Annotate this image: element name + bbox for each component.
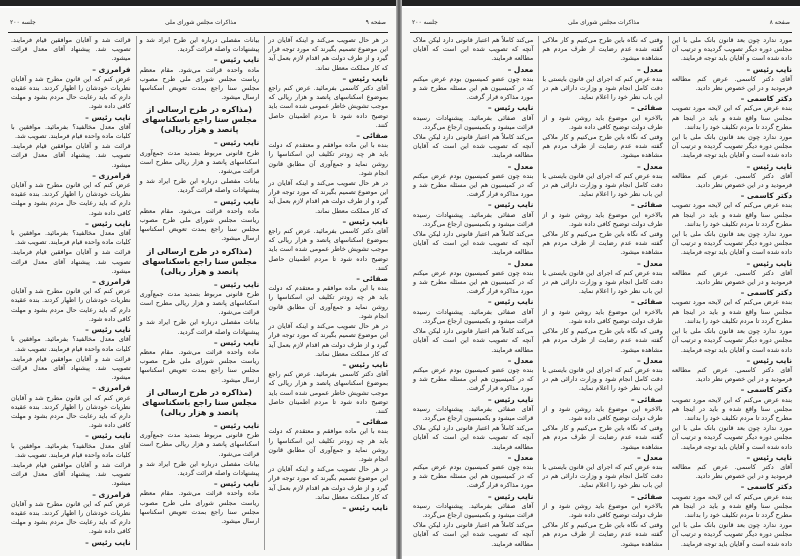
paragraph: آقای صفائی بفرمائید. پیشنهادات رسیده قرائت میشود و بکمیسیون ارجاع می‌گردد. xyxy=(413,113,534,131)
speaker-label: نایب رئیس – xyxy=(746,452,792,462)
section-heading: (مذاکره در طرح ارسالی از مجلس سنا راجع باسکناسهای پانصد و هزار ریالی) xyxy=(142,246,257,276)
paragraph: وقتی که نگاه باین طرح می‌کنیم و کار ملاکی گفته شده عدم رضایت از طرف مردم هم مشاهده میشود. xyxy=(542,36,663,63)
speaker-label: نایب رئیس – xyxy=(85,431,131,441)
paragraph: بنده چون عضو کمیسیون بودم عرض میکنم که در کمیسیون هم این مسئله مطرح شد و مورد مذاکره قرار گرفت. xyxy=(413,365,534,393)
paragraph: بنده عرض می‌کنم که این لایحه مورد تصویب مجلس سنا واقع شده و باید در اینجا هم مطرح گردد تا مردم تکلیف خود را بدانند. xyxy=(671,104,792,131)
speaker-label: نایب رئیس – xyxy=(342,359,388,369)
paragraph: طرح قانونی مربوط بتمدید مدت جمع‌آوری اسکناسهای پانصد و هزار ریالی مطرح است قرائت می‌شود. xyxy=(139,289,260,317)
paragraph: قرائت شد و آقایان موافقین قیام فرمایند. تصویب شد. پیشنهاد آقای معدل قرائت میشود. xyxy=(10,248,131,275)
paragraph: بنده عرض می‌کنم که این لایحه مورد تصویب مجلس سنا واقع شده و باید در اینجا هم مطرح گردد تا مردم تکلیف خود را بدانند. xyxy=(671,201,792,228)
text-column xyxy=(668,36,792,550)
speaker-label: نایب رئیس – xyxy=(342,216,388,226)
speaker-label: نایب رئیس – xyxy=(213,55,260,65)
paragraph: آقای دکتر کاسمی. عرض کنم مطالعه فرمودید و در این خصوص نظر دادید. xyxy=(671,74,792,93)
paragraph: وقتی که نگاه باین طرح می‌کنیم و کار ملاکی گفته شده عدم رضایت از طرف مردم هم مشاهده میشود. xyxy=(542,133,663,160)
paragraph: بیانات مفصلی درباره این طرح ایراد شد و پیشنهادات واصله قرائت گردید. xyxy=(139,36,260,54)
paragraph: می‌کند کاملاً هم اعتبار قانونی دارد لیکن ملاک آنچه که تصویب شده این است که آقایان مطالعه فرمایند. xyxy=(413,521,534,548)
speaker-label: نایب رئیس – xyxy=(487,297,534,307)
speaker-label: فرامرزی – xyxy=(92,489,131,499)
paragraph: وقتی که نگاه باین طرح می‌کنیم و کار ملاکی گفته شده عدم رضایت از طرف مردم هم مشاهده میشود. xyxy=(542,424,663,451)
page-left xyxy=(0,8,396,556)
paragraph: مورد ندارد چون بعد قانون بانک ملی با این مجلس دوره دیگر تصویب گردیده و ترتیب آن داده شده است و آقایان باید توجه فرمایند. xyxy=(671,327,792,354)
speaker-label: نایب رئیس – xyxy=(213,420,260,430)
paragraph: وقتی که نگاه باین طرح می‌کنیم و کار ملاکی گفته شده عدم رضایت از طرف مردم هم مشاهده میشود. xyxy=(542,521,663,548)
paragraph: آقای دکتر کاسمی. عرض کنم مطالعه فرمودید و در این خصوص نظر دادید. xyxy=(671,365,792,384)
paragraph: عرض کنم که این قانون مطرح شد و آقایان نظریات خودشان را اظهار کردند. بنده عقیده دارم که باید رعایت حال مردم بشود و مهلت کافی داده شود. xyxy=(10,181,131,217)
speaker-label: نایب رئیس – xyxy=(746,258,792,268)
speaker-label: دکتر کاسمی – xyxy=(740,288,792,298)
speaker-label: دکتر کاسمی – xyxy=(740,385,792,395)
paragraph: ماده واحده قرائت می‌شود. مقام معظم ریاست مجلس شورای ملی طرح مصوب مجلس سنا راجع بمدت تعویض اسکناسها ارسال میشود. xyxy=(139,65,260,102)
page-header xyxy=(412,16,790,28)
paragraph: آقای دکتر کاسمی. عرض کنم مطالعه فرمودید و در این خصوص نظر دادید. xyxy=(671,462,792,481)
paragraph: در هر حال تصویب می‌کند و اینکه آقایان در این موضوع تصمیم بگیرند که مورد توجه قرار گیرد و از طرف دولت هم اقدام لازم بعمل آید که کار مملکت معطل نماند. xyxy=(268,465,388,501)
speaker-label: معدل – xyxy=(507,355,534,365)
speaker-label: صفائی – xyxy=(630,200,663,210)
paragraph: می‌کند کاملاً هم اعتبار قانونی دارد لیکن ملاک آنچه که تصویب شده این است که آقایان مطالعه فرمایند. xyxy=(413,424,534,451)
paragraph: بنده چون عضو کمیسیون بودم عرض میکنم که در کمیسیون هم این مسئله مطرح شد و مورد مذاکره قرار گرفت. xyxy=(413,171,534,199)
paragraph: در هر حال تصویب می‌کند و اینکه آقایان در این موضوع تصمیم بگیرند که مورد توجه قرار گیرد و از طرف دولت هم اقدام لازم بعمل آید که کار مملکت معطل نماند. xyxy=(268,322,388,358)
paragraph: آقای معدل مخالفید؟ بفرمائید. موافقین با کلیات ماده واحده قیام فرمایند. تصویب شد. xyxy=(10,229,131,247)
paragraph: وقتی که نگاه باین طرح می‌کنیم و کار ملاکی گفته شده عدم رضایت از طرف مردم هم مشاهده میشود. xyxy=(542,327,663,354)
speaker-label: فرامرزی – xyxy=(92,170,131,180)
paragraph: بیانات مفصلی درباره این طرح ایراد شد و پیشنهادات واصله قرائت گردید. xyxy=(139,318,260,336)
speaker-label: نایب رئیس – xyxy=(85,112,131,122)
paragraph: مورد ندارد چون بعد قانون بانک ملی با این مجلس دوره دیگر تصویب گردیده و ترتیب آن داده شده است و آقایان باید توجه فرمایند. xyxy=(671,424,792,451)
text-column xyxy=(264,36,388,550)
speaker-label: معدل – xyxy=(507,161,534,171)
speaker-label: نایب رئیس – xyxy=(85,325,131,335)
paragraph: می‌کند کاملاً هم اعتبار قانونی دارد لیکن ملاک آنچه که تصویب شده این است که آقایان مطالعه فرمایند. xyxy=(413,36,534,63)
page-number: صفحه ۸ xyxy=(769,18,790,26)
speaker-label: صفائی – xyxy=(630,394,663,404)
section-heading: (مذاکره در طرح ارسالی از مجلس سنا راجع باسکناسهای پانصد و هزار ریالی) xyxy=(142,105,257,135)
speaker-label: صفائی – xyxy=(356,417,388,427)
paragraph: بنده چون عضو کمیسیون بودم عرض میکنم که در کمیسیون هم این مسئله مطرح شد و مورد مذاکره قرار گرفت. xyxy=(413,462,534,490)
speaker-label: نایب رئیس – xyxy=(487,491,534,501)
paragraph: قرائت شد و آقایان موافقین قیام فرمایند. تصویب شد. پیشنهاد آقای معدل قرائت میشود. xyxy=(10,354,131,382)
columns xyxy=(410,36,792,550)
paragraph: بنده عرض کنم که اجرای این قانون بایستی با دقت کامل انجام شود و وزارت دارائی هم در این باب نظر خود را اعلام نماید. xyxy=(542,268,663,296)
paragraph: عرض کنم که این قانون مطرح شد و آقایان نظریات خودشان را اظهار کردند. بنده عقیده دارم که باید رعایت حال مردم بشود و مهلت کافی داده شود. xyxy=(10,287,131,323)
speaker-label: نایب رئیس – xyxy=(213,337,260,347)
speaker-label: معدل – xyxy=(507,258,534,268)
speaker-label: فرامرزی – xyxy=(92,383,131,393)
paragraph: بنده چون عضو کمیسیون بودم عرض میکنم که در کمیسیون هم این مسئله مطرح شد و مورد مذاکره قرار گرفت. xyxy=(413,74,534,102)
paragraph: عرض کنم که این قانون مطرح شد و آقایان نظریات خودشان را اظهار کردند. بنده عقیده دارم که باید رعایت حال مردم بشود و مهلت کافی داده شود. xyxy=(10,393,131,430)
speaker-label: نایب رئیس – xyxy=(213,196,260,206)
text-column xyxy=(538,36,662,550)
speaker-label: نایب رئیس – xyxy=(213,479,260,489)
columns xyxy=(8,36,388,550)
header-rule xyxy=(410,32,792,33)
paragraph: آقای صفائی بفرمائید. پیشنهادات رسیده قرائت میشود و بکمیسیون ارجاع می‌گردد. xyxy=(413,501,534,519)
speaker-label: نایب رئیس – xyxy=(342,502,388,512)
page-right xyxy=(402,8,800,556)
paragraph: بنده عرض می‌کنم که این لایحه مورد تصویب مجلس سنا واقع شده و باید در اینجا هم مطرح گردد تا مردم تکلیف خود را بدانند. xyxy=(671,395,792,422)
speaker-label: نایب رئیس – xyxy=(342,73,388,83)
paragraph: بنده با این ماده موافقم و معتقدم که دولت باید هر چه زودتر تکلیف این اسکناسها را روشن نماید و جمع‌آوری آن مطابق قانون انجام شود. xyxy=(268,427,388,463)
speaker-label: نایب رئیس – xyxy=(85,537,131,547)
speaker-label: دکتر کاسمی – xyxy=(740,482,792,492)
paragraph: عرض کنم که این قانون مطرح شد و آقایان نظریات خودشان را اظهار کردند. بنده عقیده دارم که باید رعایت حال مردم بشود و مهلت کافی داده شود. xyxy=(10,499,131,536)
paragraph: بالاخره این موضوع باید روشن شود و از طرف دولت توضیح کافی داده شود. xyxy=(542,307,663,325)
paragraph: بنده عرض کنم که اجرای این قانون بایستی با دقت کامل انجام شود و وزارت دارائی هم در این باب نظر خود را اعلام نماید. xyxy=(542,462,663,490)
paragraph: مورد ندارد چون بعد قانون بانک ملی با این مجلس دوره دیگر تصویب گردیده و ترتیب آن داده شده است و آقایان باید توجه فرمایند. xyxy=(671,133,792,160)
speaker-label: نایب رئیس – xyxy=(487,394,534,404)
paragraph: می‌کند کاملاً هم اعتبار قانونی دارد لیکن ملاک آنچه که تصویب شده این است که آقایان مطالعه فرمایند. xyxy=(413,327,534,354)
text-column xyxy=(8,36,131,550)
paragraph: وقتی که نگاه باین طرح می‌کنیم و کار ملاکی گفته شده عدم رضایت از طرف مردم هم مشاهده میشود. xyxy=(542,230,663,257)
paragraph: بنده عرض کنم که اجرای این قانون بایستی با دقت کامل انجام شود و وزارت دارائی هم در این باب نظر خود را اعلام نماید. xyxy=(542,171,663,199)
paragraph: بیانات مفصلی درباره این طرح ایراد شد و پیشنهادات واصله قرائت گردید. xyxy=(139,177,260,195)
paragraph: آقای دکتر کاسمی. عرض کنم مطالعه فرمودید و در این خصوص نظر دادید. xyxy=(671,268,792,287)
paragraph: آقای صفائی بفرمائید. پیشنهادات رسیده قرائت میشود و بکمیسیون ارجاع می‌گردد. xyxy=(413,210,534,228)
paragraph: آقای صفائی بفرمائید. پیشنهادات رسیده قرائت میشود و بکمیسیون ارجاع می‌گردد. xyxy=(413,404,534,422)
paragraph: آقای دکتر کاسمی بفرمائید. عرض کنم راجع بموضوع اسکناسهای پانصد و هزار ریالی که موجب تشویش خاطر عمومی شده است باید توضیح داده شود تا مردم اطمینان حاصل کنند. xyxy=(268,370,388,415)
speaker-label: معدل – xyxy=(636,64,663,74)
speaker-label: دکتر کاسمی – xyxy=(740,191,792,201)
speaker-label: صفائی – xyxy=(630,297,663,307)
paragraph: بنده عرض کنم که اجرای این قانون بایستی با دقت کامل انجام شود و وزارت دارائی هم در این باب نظر خود را اعلام نماید. xyxy=(542,74,663,102)
paragraph: بنده با این ماده موافقم و معتقدم که دولت باید هر چه زودتر تکلیف این اسکناسها را روشن نماید و جمع‌آوری آن مطابق قانون انجام شود. xyxy=(268,141,388,177)
speaker-label: نایب رئیس – xyxy=(746,355,792,365)
speaker-label: دکتر کاسمی – xyxy=(740,94,792,104)
paragraph: آقای دکتر کاسمی بفرمائید. عرض کنم راجع بموضوع اسکناسهای پانصد و هزار ریالی که موجب تشویش خاطر عمومی شده است باید توضیح داده شود تا مردم اطمینان حاصل کنند. xyxy=(268,84,388,129)
speaker-label: معدل – xyxy=(636,258,663,268)
speaker-label: معدل – xyxy=(636,161,663,171)
speaker-label: فرامرزی – xyxy=(92,64,131,74)
paragraph: آقای دکتر کاسمی بفرمائید. عرض کنم راجع بموضوع اسکناسهای پانصد و هزار ریالی که موجب تشویش خاطر عمومی شده است باید توضیح داده شود تا مردم اطمینان حاصل کنند. xyxy=(268,227,388,272)
text-column xyxy=(136,36,260,550)
paragraph: بنده عرض می‌کنم که این لایحه مورد تصویب مجلس سنا واقع شده و باید در اینجا هم مطرح گردد تا مردم تکلیف خود را بدانند. xyxy=(671,492,792,519)
speaker-label: نایب رئیس – xyxy=(487,200,534,210)
paragraph: بیانات مفصلی درباره این طرح ایراد شد و پیشنهادات واصله قرائت گردید. xyxy=(139,459,260,477)
publication-title: مذاکرات مجلس شورای ملی xyxy=(164,18,237,26)
paragraph: می‌کند کاملاً هم اعتبار قانونی دارد لیکن ملاک آنچه که تصویب شده این است که آقایان مطالعه فرمایند. xyxy=(413,230,534,257)
speaker-label: نایب رئیس – xyxy=(213,279,260,289)
speaker-label: نایب رئیس – xyxy=(487,103,534,113)
paragraph: طرح قانونی مربوط بتمدید مدت جمع‌آوری اسکناسهای پانصد و هزار ریالی مطرح است قرائت می‌شود. xyxy=(139,148,260,176)
speaker-label: معدل – xyxy=(507,64,534,74)
speaker-label: نایب رئیس – xyxy=(746,64,792,74)
paragraph: مورد ندارد چون بعد قانون بانک ملی با این مجلس دوره دیگر تصویب گردیده و ترتیب آن داده شده است و آقایان باید توجه فرمایند. xyxy=(671,521,792,548)
speaker-label: صفائی – xyxy=(630,103,663,113)
speaker-label: معدل – xyxy=(636,355,663,365)
paragraph: بالاخره این موضوع باید روشن شود و از طرف دولت توضیح کافی داده شود. xyxy=(542,113,663,131)
paragraph: مورد ندارد چون بعد قانون بانک ملی با این مجلس دوره دیگر تصویب گردیده و ترتیب آن داده شده است و آقایان باید توجه فرمایند. xyxy=(671,36,792,63)
paragraph: ماده واحده قرائت می‌شود. مقام معظم ریاست مجلس شورای ملی طرح مصوب مجلس سنا راجع بمدت تعویض اسکناسها ارسال میشود. xyxy=(139,206,260,243)
paragraph: آقای معدل مخالفید؟ بفرمائید. موافقین با کلیات ماده واحده قیام فرمایند. تصویب شد. xyxy=(10,122,131,141)
speaker-label: نایب رئیس – xyxy=(213,138,260,148)
paragraph: ماده واحده قرائت می‌شود. مقام معظم ریاست مجلس شورای ملی طرح مصوب مجلس سنا راجع بمدت تعویض اسکناسها ارسال میشود. xyxy=(139,348,260,384)
speaker-label: صفائی – xyxy=(356,131,388,141)
paragraph: در هر حال تصویب می‌کند و اینکه آقایان در این موضوع تصمیم بگیرند که مورد توجه قرار گیرد و از طرف دولت هم اقدام لازم بعمل آید که کار مملکت معطل نماند. xyxy=(268,36,388,72)
session-number: جلسه ۲۰۰ xyxy=(412,18,438,26)
speaker-label: معدل – xyxy=(507,452,534,462)
text-column xyxy=(410,36,533,550)
paragraph: قرائت شد و آقایان موافقین قیام فرمایند. تصویب شد. پیشنهاد آقای معدل قرائت میشود. xyxy=(10,36,131,63)
paragraph: بالاخره این موضوع باید روشن شود و از طرف دولت توضیح کافی داده شود. xyxy=(542,404,663,422)
paragraph: آقای دکتر کاسمی. عرض کنم مطالعه فرمودید و در این خصوص نظر دادید. xyxy=(671,171,792,190)
paragraph: آقای معدل مخالفید؟ بفرمائید. موافقین با کلیات ماده واحده قیام فرمایند. تصویب شد. xyxy=(10,335,131,353)
page-number: صفحه ۹ xyxy=(365,18,386,26)
paragraph: بالاخره این موضوع باید روشن شود و از طرف دولت توضیح کافی داده شود. xyxy=(542,210,663,228)
paragraph: بالاخره این موضوع باید روشن شود و از طرف دولت توضیح کافی داده شود. xyxy=(542,501,663,519)
paragraph: بنده چون عضو کمیسیون بودم عرض میکنم که در کمیسیون هم این مسئله مطرح شد و مورد مذاکره قرار گرفت. xyxy=(413,268,534,296)
paragraph: مورد ندارد چون بعد قانون بانک ملی با این مجلس دوره دیگر تصویب گردیده و ترتیب آن داده شده است و آقایان باید توجه فرمایند. xyxy=(671,230,792,257)
section-heading: (مذاکره در طرح ارسالی از مجلس سنا راجع باسکناسهای پانصد و هزار ریالی) xyxy=(142,387,257,417)
speaker-label: نایب رئیس – xyxy=(746,161,792,171)
speaker-label: فرامرزی – xyxy=(92,277,131,287)
speaker-label: صفائی – xyxy=(630,491,663,501)
paragraph: قرائت شد و آقایان موافقین قیام فرمایند. تصویب شد. پیشنهاد آقای معدل قرائت میشود. xyxy=(10,142,131,169)
paragraph: قرائت شد و آقایان موافقین قیام فرمایند. تصویب شد. پیشنهاد آقای معدل قرائت میشود. xyxy=(10,460,131,488)
paragraph: طرح قانونی مربوط بتمدید مدت جمع‌آوری اسکناسهای پانصد و هزار ریالی مطرح است قرائت می‌شود. xyxy=(139,431,260,458)
paragraph: بنده با این ماده موافقم و معتقدم که دولت باید هر چه زودتر تکلیف این اسکناسها را روشن نماید و جمع‌آوری آن مطابق قانون انجام شود. xyxy=(268,284,388,320)
session-number: جلسه ۲۰۰ xyxy=(10,18,36,26)
publication-title: مذاکرات مجلس شورای ملی xyxy=(567,18,640,26)
paragraph: در هر حال تصویب می‌کند و اینکه آقایان در این موضوع تصمیم بگیرند که مورد توجه قرار گیرد و از طرف دولت هم اقدام لازم بعمل آید که کار مملکت معطل نماند. xyxy=(268,179,388,215)
speaker-label: نایب رئیس – xyxy=(85,218,131,228)
paragraph: آقای صفائی بفرمائید. پیشنهادات رسیده قرائت میشود و بکمیسیون ارجاع می‌گردد. xyxy=(413,307,534,325)
page-header xyxy=(10,16,386,28)
speaker-label: صفائی – xyxy=(356,274,388,284)
speaker-label: معدل – xyxy=(636,452,663,462)
paragraph: می‌کند کاملاً هم اعتبار قانونی دارد لیکن ملاک آنچه که تصویب شده این است که آقایان مطالعه فرمایند. xyxy=(413,133,534,160)
paragraph: بنده عرض کنم که اجرای این قانون بایستی با دقت کامل انجام شود و وزارت دارائی هم در این باب نظر خود را اعلام نماید. xyxy=(542,365,663,393)
paragraph: بنده عرض می‌کنم که این لایحه مورد تصویب مجلس سنا واقع شده و باید در اینجا هم مطرح گردد تا مردم تکلیف خود را بدانند. xyxy=(671,298,792,325)
header-rule xyxy=(8,32,388,33)
paragraph: آقای معدل مخالفید؟ بفرمائید. موافقین با کلیات ماده واحده قیام فرمایند. تصویب شد. xyxy=(10,441,131,459)
paragraph: عرض کنم که این قانون مطرح شد و آقایان نظریات خودشان را اظهار کردند. بنده عقیده دارم که باید رعایت حال مردم بشود و مهلت کافی داده شود. xyxy=(10,74,131,111)
paragraph: ماده واحده قرائت می‌شود. مقام معظم ریاست مجلس شورای ملی طرح مصوب مجلس سنا راجع بمدت تعویض اسکناسها ارسال میشود. xyxy=(139,489,260,525)
